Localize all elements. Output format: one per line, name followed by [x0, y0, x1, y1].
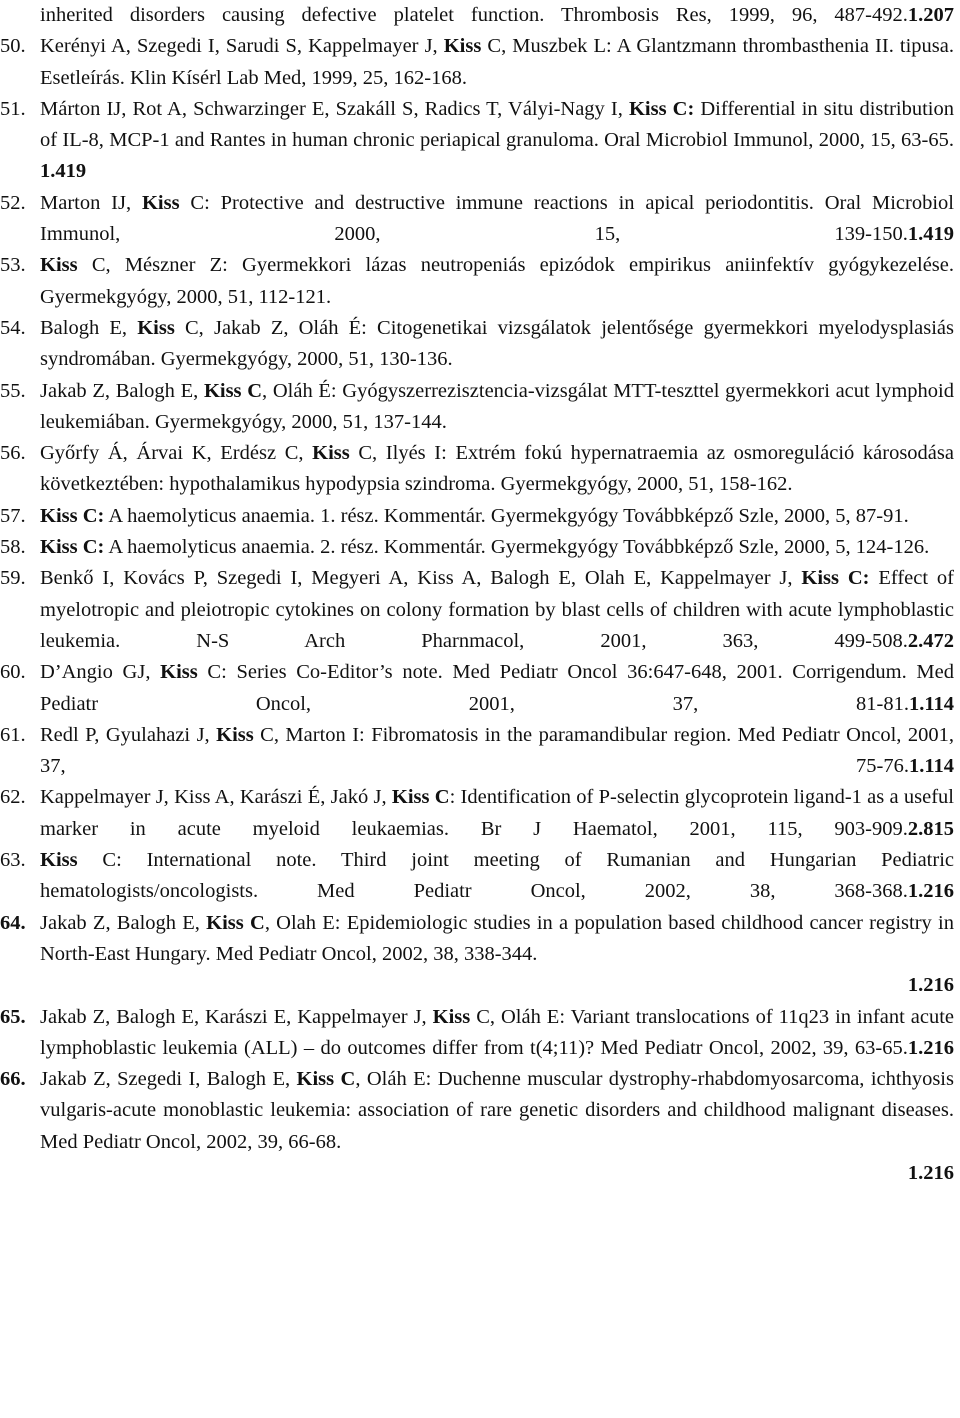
reference-text	[40, 724, 954, 777]
reference-entry	[0, 845, 954, 908]
reference-text	[40, 35, 954, 88]
author-highlight: Kiss C:	[801, 567, 870, 590]
reference-entry	[0, 1002, 954, 1065]
reference-segment: C, Oláh E: Variant translocations of 11q23 in infant acute lymphoblastic leukemia (ALL) – do outcomes differ from t(4;11)? Med Pediatr Oncol, 2002, 39, 63-65.	[40, 1005, 954, 1059]
reference-text	[40, 567, 954, 652]
author-highlight: Kiss C	[203, 379, 263, 402]
reference-segment: Redl P, Gyulahazi J,	[40, 723, 217, 746]
reference-number: 55.	[0, 379, 26, 402]
impact-factor: 1.207	[907, 4, 954, 26]
reference-segment: Effect of myelotropic and pleiotropic cytokines on colony formation by blast cells of children with acute lymphoblastic leukemia. N-S Arch Pharnmacol, 2001, 363, 499-508.	[40, 567, 955, 652]
reference-segment: A haemolyticus anaemia. 1. rész. Kommentár. Gyermekgyógy Továbbképző Szle, 2000, 5, 87-91.	[104, 504, 909, 527]
impact-factor: 2.472	[907, 629, 954, 652]
impact-factor: 1.419	[907, 223, 954, 246]
reference-text	[40, 1068, 954, 1153]
author-highlight: Kiss	[312, 442, 350, 465]
reference-entry	[0, 720, 954, 783]
reference-segment: Kappelmayer J, Kiss A, Karászi É, Jakó J,	[40, 786, 392, 809]
reference-segment: : Identification of P-selectin glycoprotein ligand-1 as a useful marker in acute myeloid leukaemias. Br J Haematol, 2001, 115, 903-909.	[40, 786, 955, 840]
reference-number: 65.	[0, 1005, 26, 1028]
reference-number: 60.	[0, 661, 26, 684]
author-highlight: Kiss C	[206, 911, 265, 934]
author-highlight: Kiss C	[296, 1068, 356, 1091]
reference-number: 54.	[0, 316, 26, 339]
reference-segment: Jakab Z, Balogh E,	[40, 379, 204, 402]
reference-entry	[0, 94, 954, 188]
reference-segment: Jakab Z, Balogh E, Karászi E, Kappelmayer J,	[40, 1005, 433, 1028]
reference-entry	[0, 657, 954, 720]
author-highlight: Kiss C:	[40, 536, 105, 559]
author-highlight: Kiss	[137, 316, 175, 339]
reference-text	[40, 1006, 954, 1059]
impact-factor: 1.216	[907, 880, 954, 903]
reference-number: 66.	[0, 1068, 26, 1091]
author-highlight: Kiss	[141, 191, 180, 214]
reference-text	[40, 254, 954, 307]
author-highlight: Kiss	[40, 254, 78, 277]
reference-segment: Benkő I, Kovács P, Szegedi I, Megyeri A, Kiss A, Balogh E, Olah E, Kappelmayer J,	[40, 567, 802, 590]
reference-segment: , Oláh E: Duchenne muscular dystrophy-rhabdomyosarcoma, ichthyosis vulgaris-acute monoblastic leukemia: association of rare genetic disorders and childhood malignant diseases. Med Pediatr Oncol, 2002, 39, 66-68.	[40, 1068, 954, 1153]
reference-number: 63.	[0, 849, 26, 872]
reference-segment: Győrfy Á, Árvai K, Erdész C,	[40, 442, 313, 465]
impact-factor: 1.419	[40, 160, 87, 183]
reference-segment: C: International note. Third joint meeting of Rumanian and Hungarian Pediatric hematologists/oncologists. Med Pediatr Oncol, 2002, 38, 368-368.	[40, 849, 954, 903]
reference-entry	[0, 438, 954, 501]
reference-segment: Marton IJ,	[40, 191, 142, 214]
reference-number: 62.	[0, 786, 26, 809]
impact-factor: 1.216	[907, 1036, 954, 1059]
impact-factor: 1.114	[909, 755, 954, 778]
reference-text	[40, 849, 954, 902]
reference-entry	[0, 1064, 954, 1189]
author-highlight: Kiss	[40, 849, 78, 872]
reference-segment: , Oláh É: Gyógyszerrezisztencia-vizsgálat MTT-teszttel gyermekkori acut lymphoid leukemiában. Gyermekgyógy, 2000, 51, 137-144.	[40, 379, 954, 433]
reference-entry	[0, 0, 954, 31]
reference-entry	[0, 532, 954, 563]
reference-entry	[0, 908, 954, 1002]
reference-entry	[0, 782, 954, 845]
reference-text	[40, 505, 909, 527]
reference-segment: Differential in situ distribution of IL-8, MCP-1 and Rantes in human chronic periapical granuloma. Oral Microbiol Immunol, 2000, 15, 63-65.	[40, 97, 954, 152]
reference-entry	[0, 376, 954, 439]
reference-segment: C, Muszbek L: A Glantzmann thrombasthenia II. tipusa. Esetleírás. Klin Kísérl Lab Med, 1999, 25, 162-168.	[40, 35, 954, 89]
reference-text	[40, 4, 908, 26]
reference-segment: inherited disorders causing defective platelet function. Thrombosis Res, 1999, 96, 487-492.	[40, 4, 908, 26]
author-highlight: Kiss	[443, 35, 482, 58]
reference-segment: Márton IJ, Rot A, Schwarzinger E, Szakáll S, Radics T, Vályi-Nagy I,	[40, 97, 629, 120]
reference-segment: C, Jakab Z, Oláh É: Citogenetikai vizsgálatok jelentősége gyermekkori myelodysplasiás syndromában. Gyermekgyógy, 2000, 51, 130-136.	[40, 316, 954, 371]
impact-factor: 1.114	[909, 692, 954, 715]
author-highlight: Kiss	[432, 1005, 471, 1028]
reference-segment: Balogh E,	[40, 316, 138, 339]
author-highlight: Kiss	[160, 661, 198, 684]
reference-segment: C: Series Co-Editor’s note. Med Pediatr Oncol 36:647-648, 2001. Corrigendum. Med Pediatr Oncol, 2001, 37, 81-81.	[40, 661, 954, 715]
reference-segment: C, Ilyés I: Extrém fokú hypernatraemia az osmoreguláció károsodása következtében: hypothalamikus hypodypsia szindroma. Gyermekgyógy, 2000, 51, 158-162.	[40, 442, 954, 496]
reference-text	[40, 192, 954, 245]
reference-entry	[0, 563, 954, 657]
reference-segment: , Olah E: Epidemiologic studies in a population based childhood cancer registry in North-East Hungary. Med Pediatr Oncol, 2002, 38, 338-344.	[40, 911, 954, 965]
reference-entry	[0, 250, 954, 313]
impact-factor: 2.815	[907, 817, 954, 840]
reference-entry	[0, 31, 954, 94]
reference-number: 56.	[0, 442, 26, 465]
reference-segment: C, Mészner Z: Gyermekkori lázas neutropeniás epizódok empirikus aniinfektív gyógykezelése. Gyermekgyógy, 2000, 51, 112-121.	[40, 254, 954, 308]
author-highlight: Kiss	[216, 723, 254, 746]
reference-entry	[0, 501, 954, 532]
reference-text	[40, 786, 954, 839]
reference-text	[40, 98, 954, 151]
reference-number: 53.	[0, 254, 26, 277]
reference-text	[40, 536, 929, 558]
reference-entry	[0, 313, 954, 376]
reference-number: 52.	[0, 191, 26, 214]
reference-number: 64.	[0, 911, 26, 934]
reference-segment: C: Protective and destructive immune reactions in apical periodontitis. Oral Microbiol Immunol, 2000, 15, 139-150.	[40, 191, 955, 246]
reference-text	[40, 380, 954, 433]
reference-segment: Kerényi A, Szegedi I, Sarudi S, Kappelmayer J,	[40, 35, 444, 58]
reference-number: 59.	[0, 567, 26, 590]
reference-number: 50.	[0, 35, 26, 58]
reference-text	[40, 442, 954, 495]
reference-segment: C, Marton I: Fibromatosis in the paramandibular region. Med Pediatr Oncol, 2001, 37, 75-76.	[40, 723, 954, 778]
impact-factor: 1.216	[907, 1161, 954, 1184]
reference-segment: D’Angio GJ,	[40, 661, 161, 684]
reference-segment: Jakab Z, Balogh E,	[40, 911, 207, 934]
reference-entry	[0, 188, 954, 251]
reference-number: 51.	[0, 97, 26, 120]
reference-number: 58.	[0, 536, 26, 559]
reference-text	[40, 661, 954, 714]
author-highlight: Kiss C:	[40, 504, 105, 527]
reference-number: 57.	[0, 504, 26, 527]
reference-number: 61.	[0, 723, 26, 746]
reference-segment: Jakab Z, Szegedi I, Balogh E,	[40, 1068, 297, 1091]
reference-text	[40, 912, 954, 965]
author-highlight: Kiss C:	[628, 97, 695, 120]
reference-text	[40, 317, 954, 370]
author-highlight: Kiss C	[391, 786, 450, 809]
impact-factor: 1.216	[907, 974, 954, 997]
reference-segment: A haemolyticus anaemia. 2. rész. Kommentár. Gyermekgyógy Továbbképző Szle, 2000, 5, 124-126.	[104, 536, 930, 559]
